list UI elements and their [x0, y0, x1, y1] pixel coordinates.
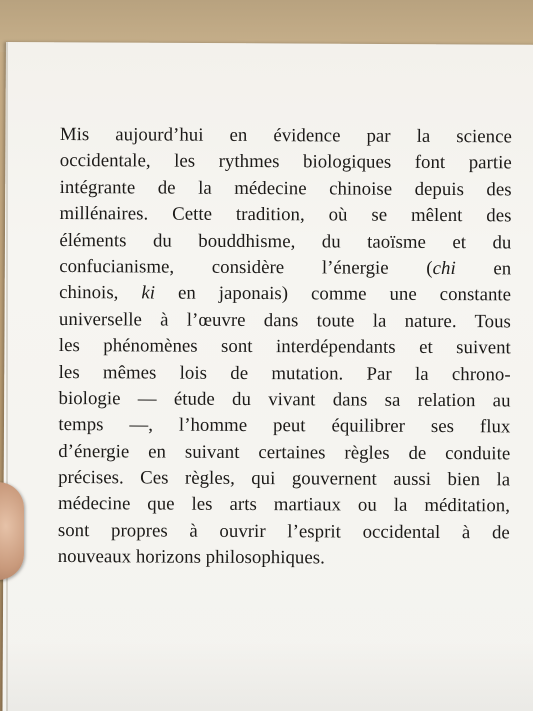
blurb-line: sont propres à ouvrir l’esprit occidental à de	[57, 519, 510, 544]
blurb-line: précises. Ces règles, qui gouvernent aussi bien la	[58, 467, 511, 491]
blurb-line: médecine que les arts martiaux ou la méditation,	[57, 493, 511, 517]
blurb-line: éléments du bouddhisme, du taoïsme et du	[59, 229, 512, 253]
blurb-line: les phénomènes sont interdépendants et suivent	[58, 335, 511, 359]
blurb-line: millénaires. Cette tradition, où se mêlent des	[59, 203, 512, 227]
blurb-line: intégrante de la médecine chinoise depuis des	[59, 176, 512, 201]
blurb-line: biologie — étude du vivant dans sa relation au	[58, 387, 511, 412]
blurb-line: occidentale, les rythmes biologiques font partie	[59, 150, 512, 174]
thumb	[0, 482, 24, 580]
blurb-line: nouveaux horizons philosophiques.	[57, 546, 325, 569]
blurb-line: confucianisme, considère l’énergie (chi en	[59, 255, 512, 280]
page-edge	[6, 42, 8, 711]
blurb-line: chinois, ki en japonais) comme une constante	[59, 282, 512, 306]
blurb-line: universelle à l’œuvre dans toute la nature. Tous	[58, 308, 512, 333]
blurb-paragraph	[58, 122, 512, 573]
blurb-line: Mis aujourd’hui en évidence par la science	[59, 123, 512, 148]
page-shadow	[6, 640, 533, 711]
blurb-line: les mêmes lois de mutation. Par la chrono-	[58, 361, 511, 385]
blurb-line: d’énergie en suivant certaines règles de conduite	[58, 440, 511, 465]
blurb-line: temps —, l’homme peut équilibrer ses flux	[58, 414, 511, 438]
